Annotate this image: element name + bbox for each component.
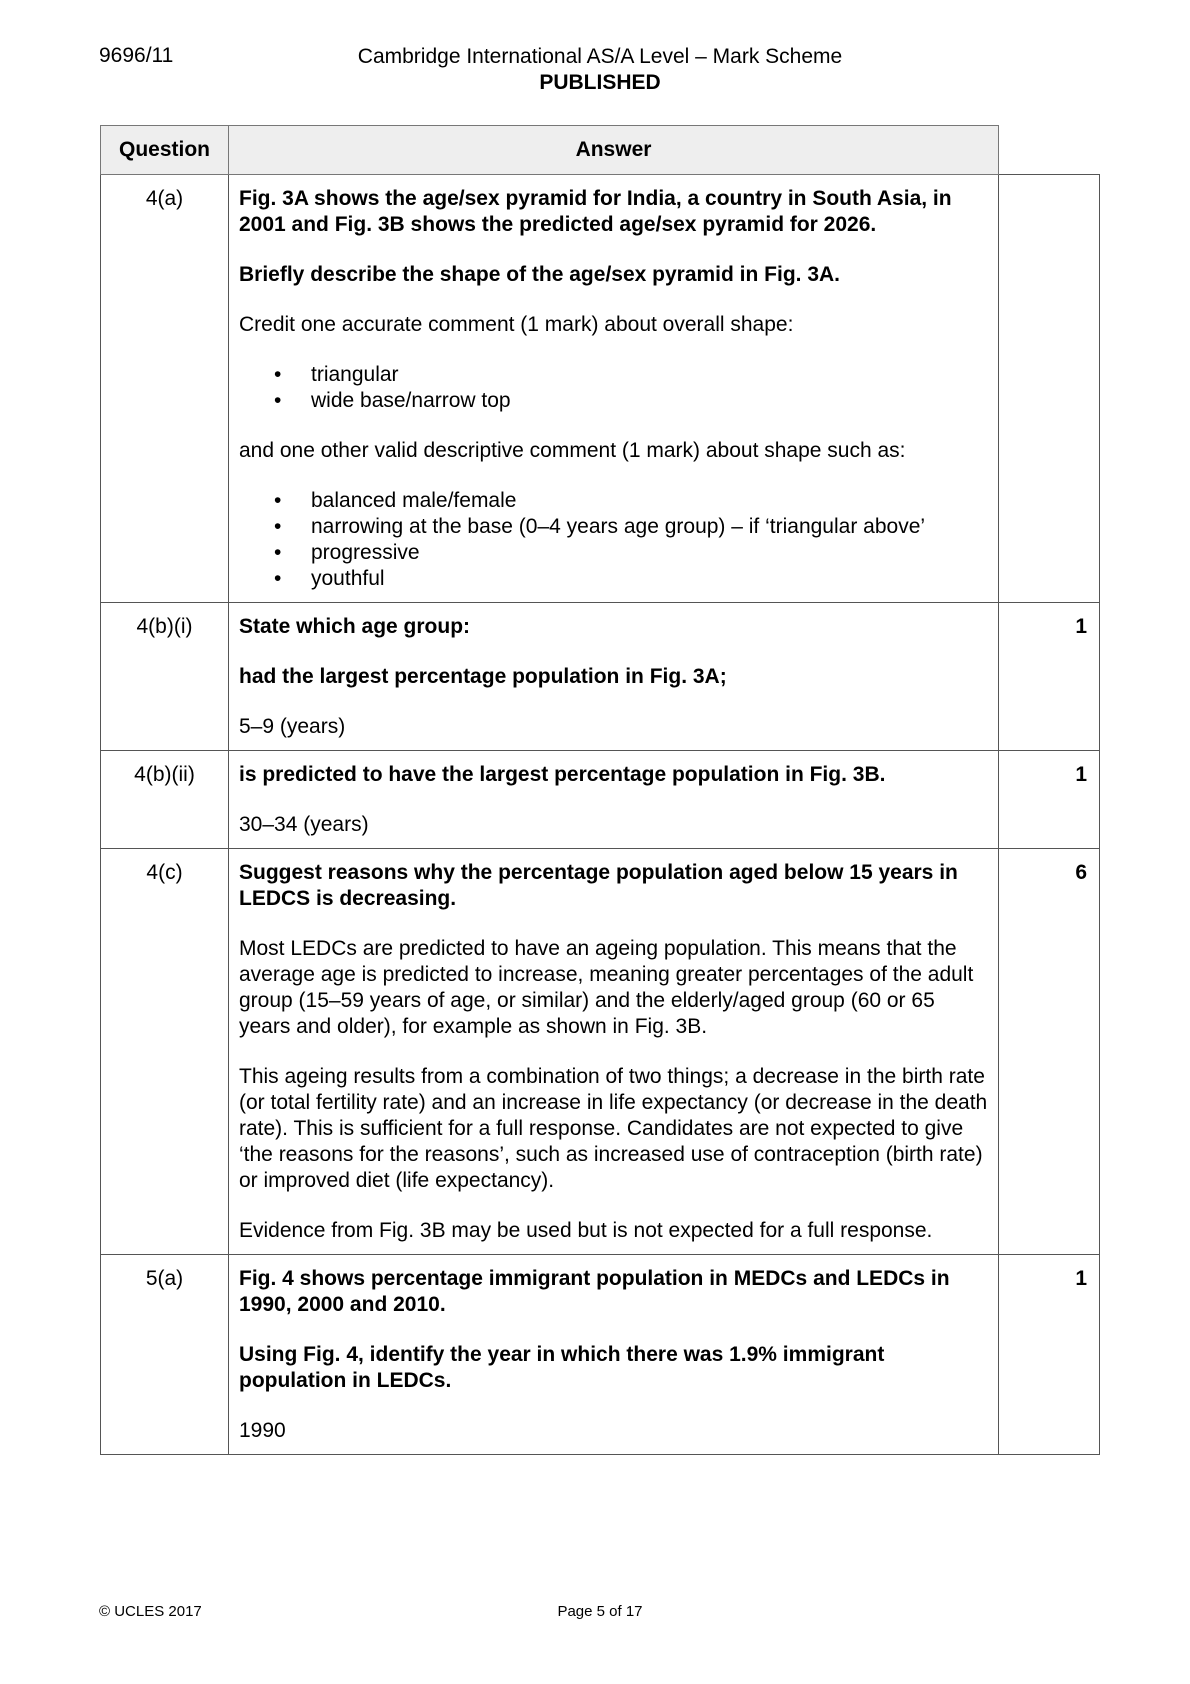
table-row <box>101 849 1100 1255</box>
document-title: Cambridge International AS/A Level – Mark Scheme <box>357 45 843 68</box>
answer-cell <box>229 849 999 1255</box>
document-header <box>330 44 870 96</box>
document-code: 9696/11 <box>99 44 174 67</box>
answer-text: Evidence from Fig. 3B may be used but is not expected for a full response. <box>239 1219 933 1242</box>
marks-cell <box>999 175 1100 603</box>
marks-cell: 6 <box>999 849 1100 1255</box>
question-number: 4(b)(ii) <box>101 751 229 849</box>
table-row <box>101 751 1100 849</box>
answer-text: 30–34 (years) <box>239 813 369 836</box>
answer-text: Credit one accurate comment (1 mark) about overall shape: <box>239 313 794 336</box>
question-prompt: Fig. 4 shows percentage immigrant population in MEDCs and LEDCs in 1990, 2000 and 2010. <box>239 1267 950 1316</box>
answer-cell <box>229 751 999 849</box>
mark-scheme-table <box>100 125 1100 1455</box>
question-prompt: is predicted to have the largest percentage population in Fig. 3B. <box>239 763 886 786</box>
page-number: Page 5 of 17 <box>557 1603 643 1620</box>
answer-cell <box>229 1255 999 1455</box>
answer-text: Most LEDCs are predicted to have an ageing population. This means that the average age is predicted to increase, meaning greater percentages of the adult group (15–59 years of age, or similar) and the elderly/aged group (60 or 65 years and older), for example as shown in Fig. 3B. <box>239 937 974 1038</box>
answer-text: 5–9 (years) <box>239 715 346 738</box>
marks-column-header <box>999 126 1100 175</box>
marks-cell: 1 <box>999 603 1100 751</box>
table-row <box>101 603 1100 751</box>
answer-cell <box>229 175 999 603</box>
table-row <box>101 1255 1100 1455</box>
marks-cell: 1 <box>999 1255 1100 1455</box>
question-prompt: Using Fig. 4, identify the year in which there was 1.9% immigrant population in LEDCs. <box>239 1343 885 1392</box>
bullet-list <box>239 488 988 592</box>
marks-cell: 1 <box>999 751 1100 849</box>
copyright-notice: © UCLES 2017 <box>99 1603 202 1620</box>
question-prompt: Suggest reasons why the percentage population aged below 15 years in LEDCS is decreasing. <box>239 861 958 910</box>
list-item: • progressive <box>274 541 420 564</box>
published-label: PUBLISHED <box>539 71 661 94</box>
list-item: • balanced male/female <box>274 489 517 512</box>
question-prompt: Briefly describe the shape of the age/sex pyramid in Fig. 3A. <box>239 263 841 286</box>
answer-text: This ageing results from a combination of two things; a decrease in the birth rate (or total fertility rate) and an increase in life expectancy (or decrease in the death rate). This is sufficient for a full response. Candidates are not expected to give ‘the reasons for the reasons’, such as increased use of contraception (birth rate) or improved diet (life expectancy). <box>239 1065 988 1192</box>
question-prompt: had the largest percentage population in Fig. 3A; <box>239 665 727 688</box>
list-item: • youthful <box>274 567 385 590</box>
list-item: • wide base/narrow top <box>274 389 511 412</box>
question-number: 4(a) <box>101 175 229 603</box>
question-prompt: State which age group: <box>239 615 471 638</box>
answer-text: and one other valid descriptive comment (1 mark) about shape such as: <box>239 439 906 462</box>
answer-text: 1990 <box>239 1419 286 1442</box>
question-prompt: Fig. 3A shows the age/sex pyramid for India, a country in South Asia, in 2001 and Fig. 3B shows the predicted age/sex pyramid for 2026. <box>239 187 952 236</box>
answer-column-header: Answer <box>229 126 999 175</box>
list-item: • narrowing at the base (0–4 years age group) – if ‘triangular above’ <box>274 515 926 538</box>
question-column-header: Question <box>101 126 229 175</box>
table-row <box>101 175 1100 603</box>
question-number: 4(c) <box>101 849 229 1255</box>
question-number: 5(a) <box>101 1255 229 1455</box>
answer-cell <box>229 603 999 751</box>
list-item: • triangular <box>274 363 399 386</box>
bullet-list <box>239 362 988 414</box>
question-number: 4(b)(i) <box>101 603 229 751</box>
table-header-row <box>101 126 1100 175</box>
